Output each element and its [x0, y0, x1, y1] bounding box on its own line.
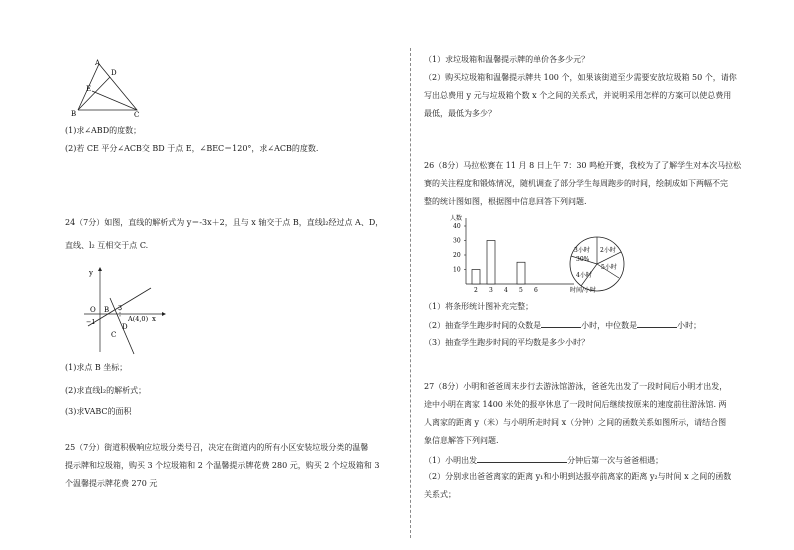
bar-chart-xtick-label: 2 [474, 287, 478, 294]
q23-part2: (2)若 CE 平分∠ACB交 BD 于点 E，∠BEC＝120°，求∠ACB的度数. [65, 144, 319, 153]
q27-stem-line1: 27（8分）小明和爸爸周末步行去游泳馆游泳，爸爸先出发了一段时间后小明才出发， [424, 382, 728, 391]
pie-label-3h: 3小时 [574, 247, 590, 254]
q23-part1: (1)求∠ABD的度数； [65, 126, 142, 135]
q24-stem-line2: 直线、l₂ 互相交于点 C. [65, 241, 149, 250]
q25-stem-line3: 个温馨提示牌花费 270 元 [65, 479, 158, 488]
bar-chart-xtick-label: 4 [504, 287, 508, 294]
graph-label-y: y [89, 269, 93, 277]
bar-chart-xtick-label: 3 [489, 287, 493, 294]
bar-chart-ytick-label: 20 [453, 252, 461, 259]
bar-chart-bar [517, 262, 525, 284]
bar-chart-ytick-label: 40 [453, 223, 461, 230]
graph-label-a: A(4,0) [128, 315, 149, 323]
q25-stem-line2: 提示牌和垃圾箱，购买 3 个垃圾箱和 2 个温馨提示牌花费 280 元，购买 2 个垃圾箱和 3 [65, 461, 380, 470]
bar-chart-bar [487, 241, 495, 285]
q26-part2-text-c: 小时； [677, 321, 702, 330]
triangle-label-b: B [71, 110, 77, 118]
mode-answer-blank[interactable] [541, 319, 581, 328]
graph-label-neg1: −1 [86, 318, 96, 326]
bar-chart-xtick-label: 6 [534, 287, 538, 294]
q25-stem-line1: 25（7分）街道积极响应垃圾分类号召，决定在街道内的所有小区安装垃圾分类的温馨 [65, 443, 369, 452]
q24-part3: (3)求VABC的面积 [65, 407, 132, 416]
q26-part2-text-b: 小时，中位数是 [581, 321, 638, 330]
q26-part1: （1）将条形统计图补充完整； [424, 302, 534, 311]
triangle-label-e: E [86, 85, 92, 93]
graph-label-three: 3 [118, 304, 123, 312]
q27-stem-line3: 人离家的距离 y（米）与小明所走时间 x（分钟）之间的函数关系如图所示，请结合图 [424, 418, 727, 427]
bar-chart-xlabel: 时间/小时 [570, 287, 597, 294]
bar-chart-ytick-label: 10 [453, 266, 461, 274]
q25-part2-line2: 写出总费用 y 元与垃圾箱个数 x 个之间的关系式，并说明采用怎样的方案可以使总费用 [424, 91, 732, 100]
q27-part2-line2: 关系式； [424, 490, 456, 499]
q26-stem-line2: 赛的关注程度和锻炼情况，随机调查了部分学生每周跑步的时间，绘制成如下两幅不完 [424, 179, 728, 188]
column-divider [410, 48, 411, 538]
graph-label-c: C [111, 331, 117, 339]
q25-part1: （1）求垃圾箱和温馨提示牌的单价各多少元？ [424, 55, 590, 64]
meeting-time-answer-blank[interactable] [477, 454, 567, 463]
graph-label-origin: O [90, 306, 96, 314]
q27-part2-line1: （2）分别求出爸爸离家的距离 y₁和小明到达报亭前离家的距离 y₂与时间 x 之间的函数 [424, 472, 732, 481]
pie-label-5h: 5小时 [601, 264, 617, 271]
bar-chart-ytick-label: 30 [453, 237, 461, 245]
triangle-label-a: A [95, 59, 101, 67]
graph-label-d: D [122, 323, 128, 331]
q27-part1-text-b: 分钟后第一次与爸爸相遇； [567, 456, 664, 465]
q25-part2-line3: 最低，最低为多少？ [424, 109, 496, 118]
q24-part1: (1)求点 B 坐标； [65, 363, 128, 372]
q24-part2: (2)求直线l₂的解析式； [65, 386, 147, 395]
q26-part2-text-a: （2）抽查学生跑步时间的众数是 [424, 321, 542, 330]
q26-stem-line1: 26（8分）马拉松赛在 11 月 8 日上午 7：30 鸣枪开赛，我校为了了解学生对本次马拉松 [424, 161, 742, 170]
triangle-figure [65, 58, 155, 120]
q27-part1-text-a: （1）小明出发 [424, 456, 478, 465]
median-answer-blank[interactable] [637, 319, 677, 328]
pie-label-2h: 2小时 [600, 247, 616, 254]
graph-label-x: x [152, 315, 156, 323]
bar-chart-bar [472, 270, 480, 285]
q26-part2 [424, 319, 701, 331]
pie-chart [564, 236, 630, 294]
pie-label-30pct: 30% [576, 256, 590, 263]
q24-stem-line1: 24（7分）如图，直线的解析式为 y＝-3x＋2，且与 x 轴交于点 B，直线l₂经过点 A、D， [65, 218, 384, 227]
pie-label-4h: 4小时 [576, 272, 592, 279]
q25-part2-line1: （2）购买垃圾箱和温馨提示牌共 100 个，如果该街道至少需要安放垃圾箱 50 个，请你 [424, 73, 737, 82]
q27-stem-line2: 途中小明在离家 1400 米处的报亭休息了一段时间后继续按原来的速度前往游泳馆. 两 [424, 400, 727, 409]
line-graph-figure [82, 264, 174, 354]
q27-stem-line4: 象信息解答下列问题. [424, 436, 499, 445]
q26-part3: （3）抽查学生跑步时间的平均数是多少小时？ [424, 338, 590, 347]
q27-part1 [424, 454, 663, 466]
triangle-label-d: D [111, 69, 117, 77]
bar-chart-ylabel: 人数 [450, 215, 463, 222]
graph-label-b: B [104, 306, 110, 314]
q26-stem-line3: 整的统计图如图，根据图中信息回答下列问题. [424, 197, 587, 206]
bar-chart-xtick-label: 5 [519, 287, 523, 294]
triangle-label-c: C [134, 111, 140, 119]
